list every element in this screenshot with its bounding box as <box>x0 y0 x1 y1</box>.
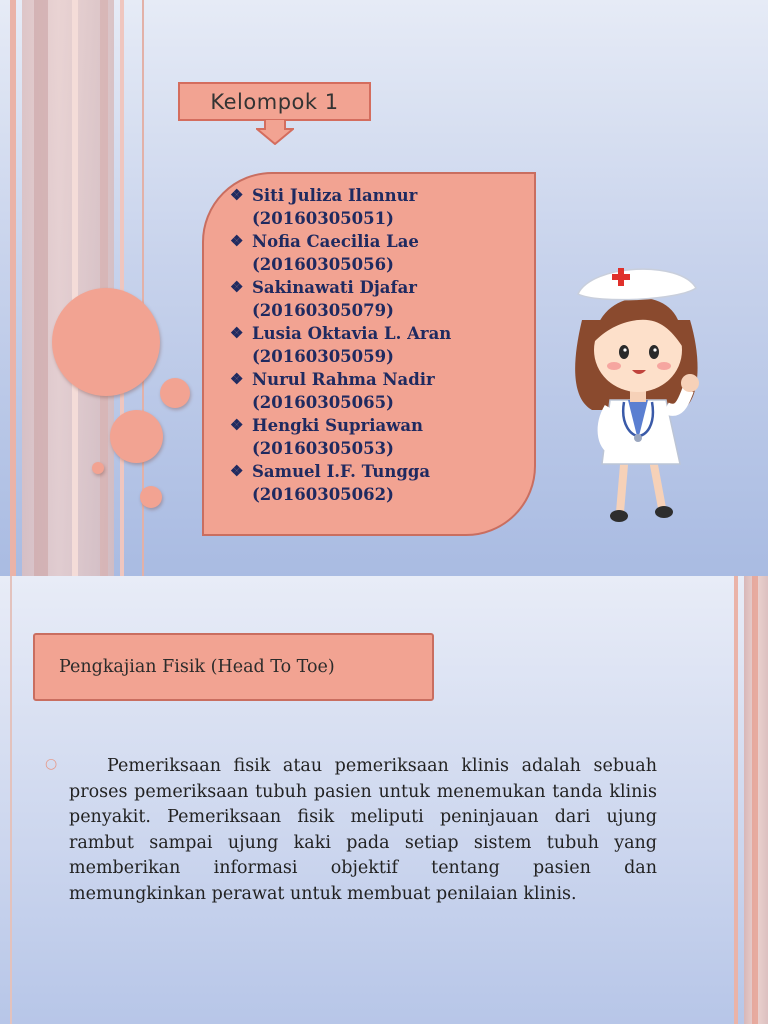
section-title-box <box>33 633 434 701</box>
member-name: Samuel I.F. Tungga <box>252 462 431 481</box>
member-nim: (20160305065) <box>252 393 394 412</box>
diamond-bullet-icon: ❖ <box>230 186 244 204</box>
decor-circle <box>160 378 190 408</box>
down-arrow-icon <box>256 119 294 145</box>
diamond-bullet-icon: ❖ <box>230 324 244 342</box>
slide-pengkajian <box>0 576 768 1024</box>
nurse-illustration <box>562 250 712 530</box>
member-name: Nurul Rahma Nadir <box>252 370 435 389</box>
diamond-bullet-icon: ❖ <box>230 416 244 434</box>
decor-circle <box>92 462 104 474</box>
member-name: Lusia Oktavia L. Aran <box>252 324 452 343</box>
decor-stripe <box>752 576 758 1024</box>
decor-stripe <box>10 576 12 1024</box>
decor-circle <box>52 288 160 396</box>
member-nim: (20160305079) <box>252 301 394 320</box>
member-nim: (20160305062) <box>252 485 394 504</box>
diamond-bullet-icon: ❖ <box>230 232 244 250</box>
member-name: Siti Juliza Ilannur <box>252 186 418 205</box>
members-panel <box>202 172 536 536</box>
decor-stripe <box>10 0 16 576</box>
member-nim: (20160305051) <box>252 209 394 228</box>
decor-stripe <box>72 0 78 576</box>
decor-circle <box>140 486 162 508</box>
diamond-bullet-icon: ❖ <box>230 370 244 388</box>
member-nim: (20160305059) <box>252 347 394 366</box>
member-nim: (20160305056) <box>252 255 394 274</box>
diamond-bullet-icon: ❖ <box>230 462 244 480</box>
circle-bullet-icon: ○ <box>45 756 58 772</box>
diamond-bullet-icon: ❖ <box>230 278 244 296</box>
section-title: Pengkajian Fisik (Head To Toe) <box>59 657 335 677</box>
decor-stripe <box>734 576 738 1024</box>
member-name: Sakinawati Djafar <box>252 278 417 297</box>
member-name: Hengki Supriawan <box>252 416 424 435</box>
decor-circle <box>110 410 163 463</box>
member-nim: (20160305053) <box>252 439 394 458</box>
body-paragraph: Pemeriksaan fisik atau pemeriksaan klinis adalah sebuah proses pemeriksaan tubuh pasien untuk menemukan tanda klinis penyakit. Pemeriksaan fisik meliputi peninjauan dari ujung rambut sampai ujung kaki pada setiap sistem tubuh yang memberikan informasi objektif tentang pasien dan memungkinkan perawat untuk membuat penilaian klinis. <box>69 756 657 904</box>
member-name: Nofia Caecilia Lae <box>252 232 419 251</box>
title-callout <box>178 82 371 121</box>
decor-stripe <box>120 0 124 576</box>
slide-title: Kelompok 1 <box>210 90 339 114</box>
decor-stripe <box>34 0 48 576</box>
